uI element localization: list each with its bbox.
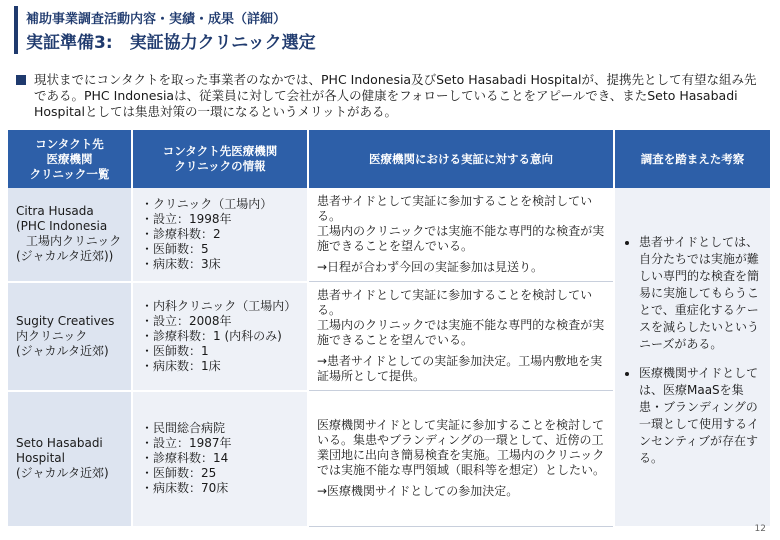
clinic-name-line: Seto Hasabadi [16, 436, 103, 450]
clinic-info-line: ・病床数：1床 [141, 358, 221, 373]
clinic-info-line: ・病床数：70床 [141, 481, 229, 495]
clinic-name-line: 工場内クリニック [26, 234, 122, 249]
header-label-line: コンタクト先 [35, 136, 104, 151]
header-label-line: コンタクト先医療機関 [162, 144, 278, 158]
clinic-name-line: (ジャカルタ近郊) [16, 466, 109, 480]
clinic-info-line: ・内科クリニック（工場内） [141, 298, 297, 313]
clinic-info-line: ・設立：2008年 [141, 313, 232, 328]
clinic-info-cell [132, 282, 308, 391]
intent-conclusion: →医療機関サイドとしての参加決定。 [317, 484, 519, 498]
clinic-info-line: ・医師数：5 [141, 241, 209, 256]
intro-paragraph [16, 72, 766, 120]
clinic-info-cell [132, 188, 308, 282]
intent-line: 工場内のクリニックでは実施不能な専門的な検査が実施できることを望んでいる。 [317, 318, 605, 347]
clinic-name-cell [8, 282, 132, 391]
header-consideration [614, 130, 770, 188]
clinic-name-line: Hospital [16, 451, 65, 465]
clinic-name-line: Sugity Creatives [16, 313, 115, 328]
intro-text: 現状までにコンタクトを取った事業者のなかでは、PHC Indonesia及びSeto Hasabadi Hospitalが、提携先として有望な組み先である。PHC Indonesiaは、従業員に対して会社が各人の健康をフォローしていることをアピールでき、またSeto Hasabadi Hospitalとしては集患対策の一環になるというメリットがある。 [34, 72, 757, 119]
clinic-info-line: ・設立：1998年 [141, 211, 232, 226]
clinic-table [8, 130, 770, 528]
clinic-info-line: ・クリニック（工場内） [141, 196, 273, 211]
header-label-line: クリニック一覧 [29, 166, 110, 181]
clinic-info-line: ・医師数：25 [141, 466, 217, 480]
intent-line: 患者サイドとして実証に参加することを検討している。 [317, 194, 593, 223]
clinic-info-line: ・設立：1987年 [141, 436, 232, 450]
intent-cell [308, 188, 614, 282]
clinic-info-line: ・民間総合病院 [141, 421, 226, 435]
intent-line: 医療機関サイドとして実証に参加することを検討している。集患やブランディングの一環として、近傍の工業団地に出向き簡易検査を実施。工場内のクリニックでは実施不能な専門領域（眼科等を想定）としたい。 [317, 418, 606, 477]
intent-line: 患者サイドとして実証に参加することを検討している。 [317, 288, 593, 317]
consideration-cell [614, 188, 770, 527]
header-clinic-info [132, 130, 308, 188]
intent-cell [308, 391, 614, 527]
clinic-name-line: (ジャカルタ近郊) [16, 343, 109, 358]
header-intent [308, 130, 614, 188]
table-row [8, 188, 770, 282]
table-header-row [8, 130, 770, 188]
header-label-line: 医療機関における実証に対する意向 [369, 151, 553, 166]
intent-cell [308, 282, 614, 391]
clinic-info-line: ・診療科数：2 [141, 226, 221, 241]
header-label-line: 医療機関 [46, 151, 93, 166]
consideration-list [625, 234, 760, 467]
header-label-line: クリニックの情報 [174, 159, 266, 173]
clinic-name-cell [8, 188, 132, 282]
header-label-line: 調査を踏まえた考察 [640, 151, 745, 166]
clinic-info-line: ・診療科数：1 (内科のみ) [141, 328, 282, 343]
consideration-item: • 医療機関サイドとしては、医療MaaSを集患・ブランディングの一環として使用するインセンティブが存在する。 [639, 365, 760, 467]
intent-conclusion: →日程が合わず今回の実証参加は見送り。 [317, 260, 544, 274]
page-title: 実証準備3: 実証協力クリニック選定 [26, 33, 316, 53]
clinic-name-line: Citra Husada [16, 204, 94, 219]
consideration-item: • 患者サイドとしては、自分たちでは実施が難しい専門的な検査を簡易に実施してもらうことで、重症化するケースを減らしたいというニーズがある。 [639, 234, 760, 353]
intent-line: 工場内のクリニックでは実施不能な専門的な検査が実施できることを望んでいる。 [317, 224, 605, 253]
title-accent-bar [14, 6, 18, 54]
page-supertitle: 補助事業調査活動内容・実績・成果（詳細） [26, 12, 287, 27]
intent-conclusion: →患者サイドとしての実証参加決定。工場内敷地を実証場所として提供。 [317, 354, 603, 383]
clinic-name-line: 内クリニック [16, 328, 88, 343]
clinic-info-line: ・病床数：3床 [141, 256, 221, 271]
page-number: 12 [754, 524, 766, 534]
clinic-name-line: (ジャカルタ近郊)) [16, 249, 114, 264]
square-bullet-icon [16, 75, 26, 85]
clinic-info-cell [132, 391, 308, 527]
clinic-name-cell [8, 391, 132, 527]
clinic-info-line: ・診療科数：14 [141, 451, 229, 465]
header-clinic-list [8, 130, 132, 188]
clinic-info-line: ・医師数：1 [141, 343, 209, 358]
clinic-name-line: (PHC Indonesia [16, 219, 108, 234]
